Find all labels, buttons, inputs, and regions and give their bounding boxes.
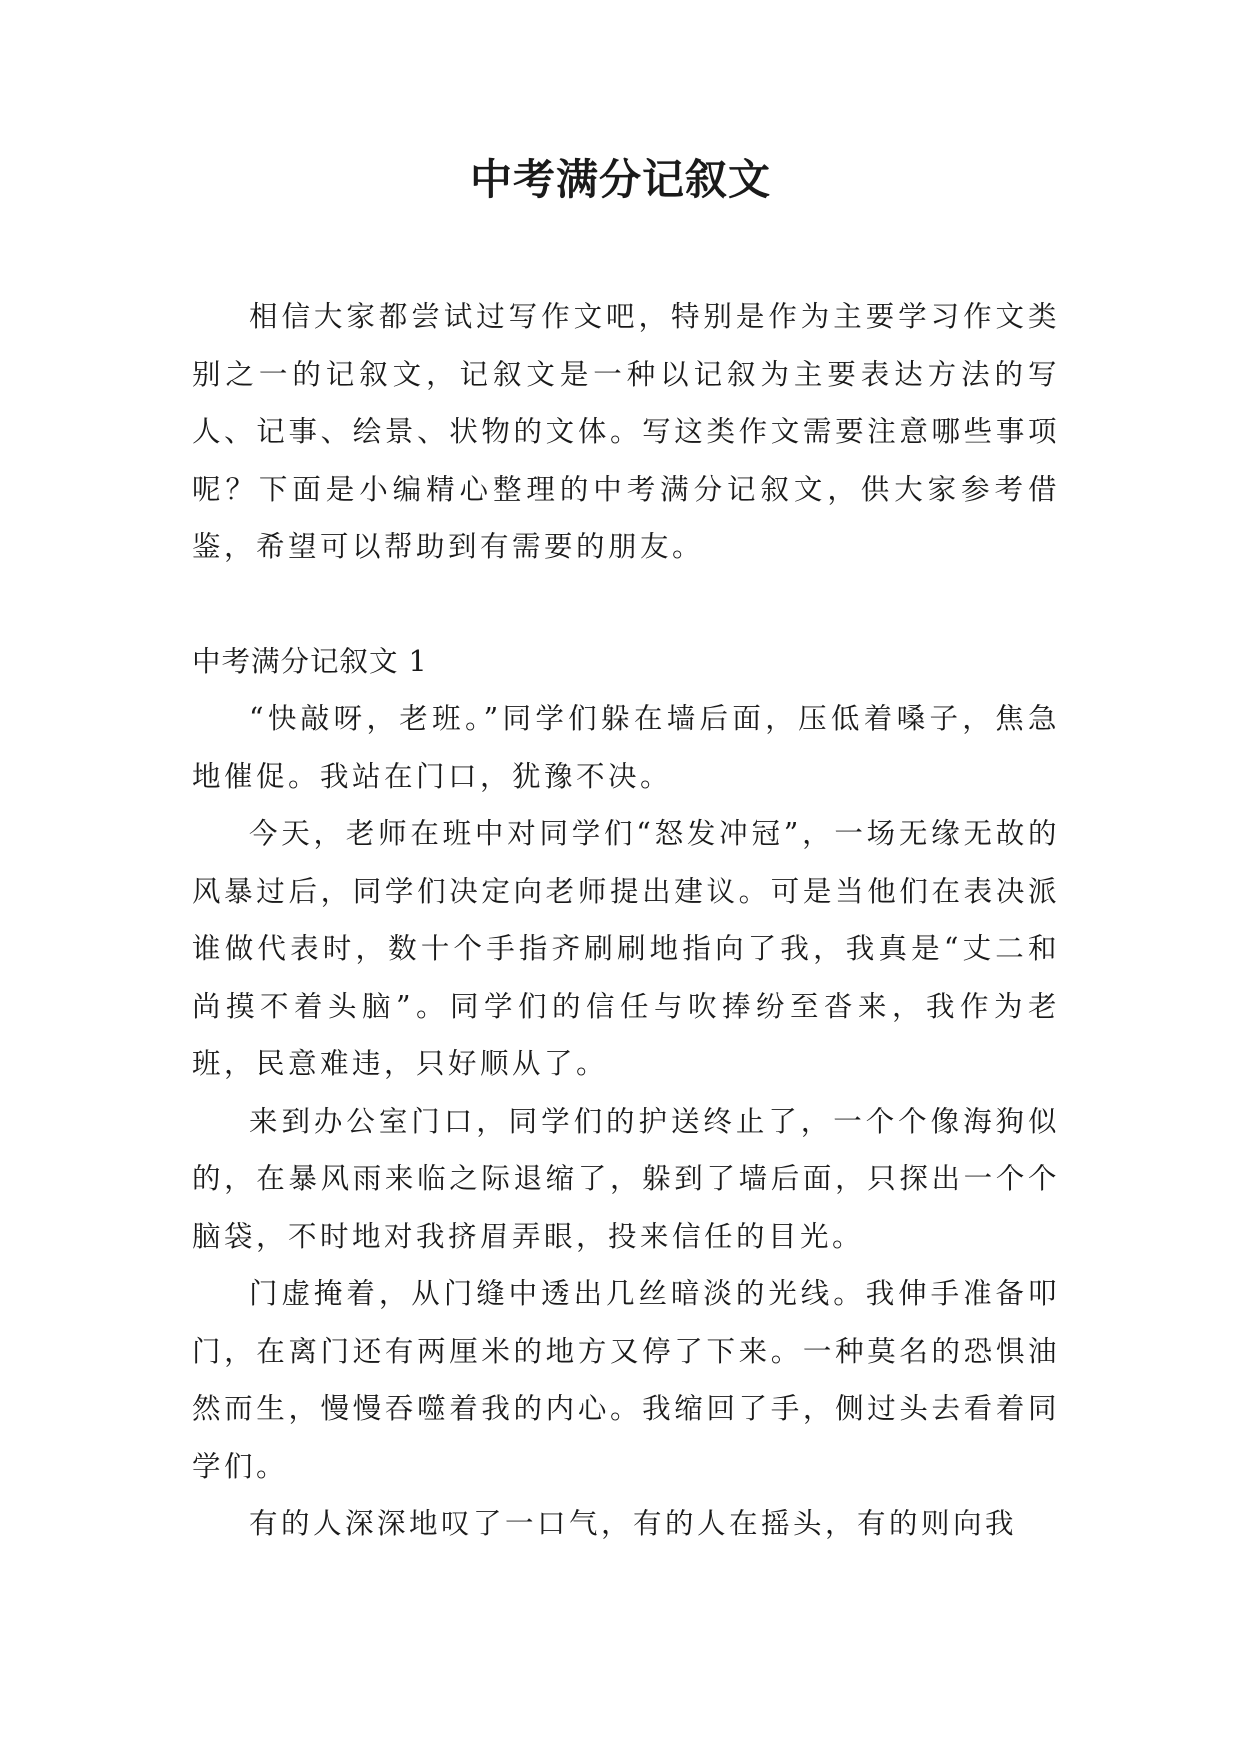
body-paragraph: 来到办公室门口，同学们的护送终止了，一个个像海狗似的，在暴风雨来临之际退缩了，躲到了墙后面，只探出一个个脑袋，不时地对我挤眉弄眼，投来信任的目光。 <box>192 1104 1060 1253</box>
document-title: 中考满分记叙文 <box>469 155 771 204</box>
body-paragraph: 今天，老师在班中对同学们“怒发冲冠”，一场无缘无故的风暴过后，同学们决定向老师提出建议。可是当他们在表决派谁做代表时，数十个手指齐刷刷地指向了我，我真是“丈二和尚摸不着头脑”。同学们的信任与吹捧纷至沓来，我作为老班，民意难违，只好顺从了。 <box>192 817 1060 1080</box>
body-paragraph: 有的人深深地叹了一口气，有的人在摇头，有的则向我 <box>249 1507 1018 1540</box>
section-title: 中考满分记叙文 1 <box>192 644 428 678</box>
body-paragraph: 门虚掩着，从门缝中透出几丝暗淡的光线。我伸手准备叩门，在离门还有两厘米的地方又停了下来。一种莫名的恐惧油然而生，慢慢吞噬着我的内心。我缩回了手，侧过头去看着同学们。 <box>192 1277 1060 1483</box>
intro-paragraph: 相信大家都尝试过写作文吧，特别是作为主要学习作文类别之一的记叙文，记叙文是一种以记叙为主要表达方法的写人、记事、绘景、状物的文体。写这类作文需要注意哪些事项呢？下面是小编精心整理的中考满分记叙文，供大家参考借鉴，希望可以帮助到有需要的朋友。 <box>192 300 1060 563</box>
body-paragraph: “快敲呀，老班。”同学们躲在墙后面，压低着嗓子，焦急地催促。我站在门口，犹豫不决。 <box>192 702 1060 793</box>
document-body <box>192 288 1060 1553</box>
